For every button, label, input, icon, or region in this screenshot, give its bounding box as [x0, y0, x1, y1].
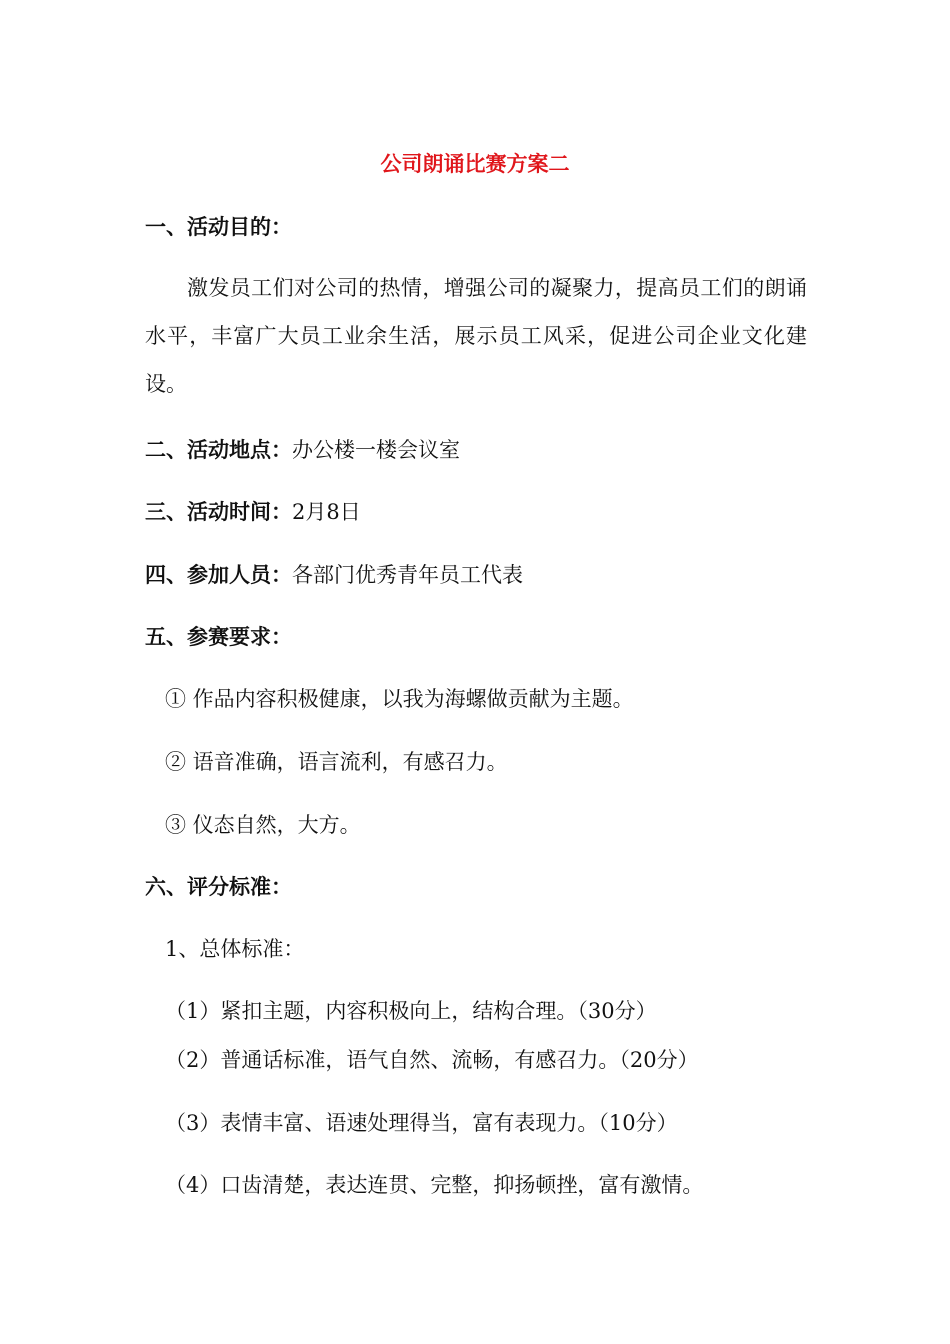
- section-heading-purpose: 一、活动目的：: [145, 215, 292, 239]
- location-value: 办公楼一楼会议室: [292, 438, 460, 462]
- section-participants: [145, 561, 523, 589]
- document-title: 公司朗诵比赛方案二: [380, 152, 570, 176]
- section-heading-requirements: 五、参赛要求：: [145, 625, 292, 649]
- section-heading-participants: 四、参加人员：: [145, 563, 292, 587]
- section-time: [145, 498, 361, 526]
- requirement-item: ② 语音准确，语言流利，有感召力。: [165, 750, 508, 774]
- scoring-item: （1）紧扣主题，内容积极向上，结构合理。（30分）: [165, 999, 657, 1023]
- requirement-item: ① 作品内容积极健康，以我为海螺做贡献为主题。: [165, 687, 634, 711]
- time-value: 2月8日: [292, 500, 361, 524]
- scoring-item: （3）表情丰富、语速处理得当，富有表现力。（10分）: [165, 1111, 678, 1135]
- participants-value: 各部门优秀青年员工代表: [292, 563, 523, 587]
- section-heading-location: 二、活动地点：: [145, 438, 292, 462]
- purpose-paragraph: 激发员工们对公司的热情，增强公司的凝聚力，提高员工们的朗诵水平，丰富广大员工业余生活，展示员工风采，促进公司企业文化建设。: [145, 276, 807, 396]
- section-heading-time: 三、活动时间：: [145, 500, 292, 524]
- scoring-item: （4）口齿清楚，表达连贯、完整，抑扬顿挫，富有激情。: [165, 1173, 704, 1197]
- requirement-item: ③ 仪态自然，大方。: [165, 813, 361, 837]
- section-location: [145, 436, 460, 464]
- scoring-item: （2）普通话标准，语气自然、流畅，有感召力。（20分）: [165, 1048, 699, 1072]
- section-heading-scoring: 六、评分标准：: [145, 875, 292, 899]
- scoring-subheading: 1、总体标准：: [165, 937, 305, 961]
